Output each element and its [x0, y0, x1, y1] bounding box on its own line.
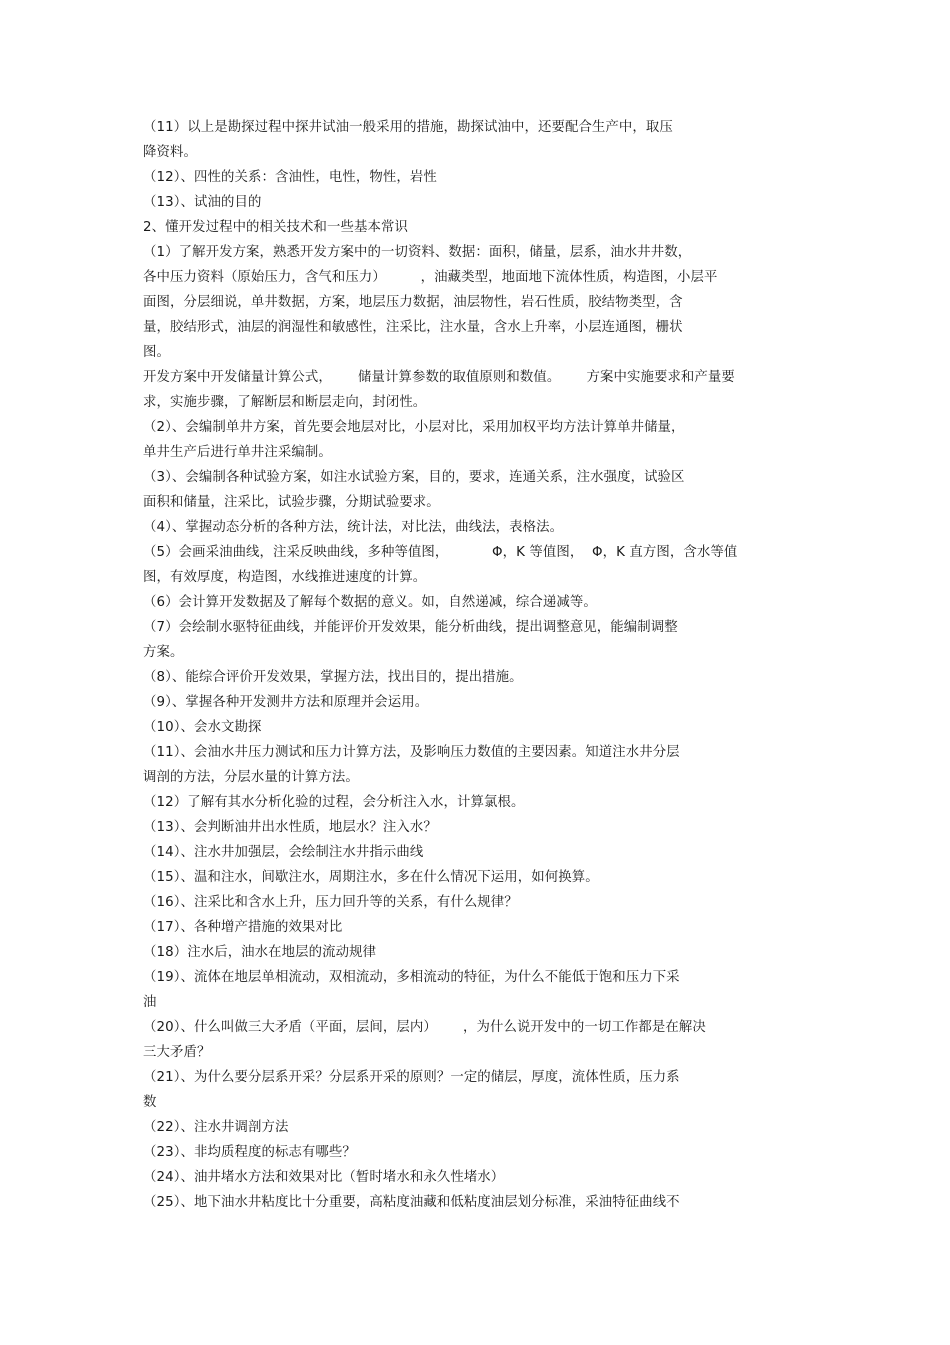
section-heading: 2、懂开发过程中的相关技术和一些基本常识 [143, 220, 408, 235]
text-line: 面图，分层细说，单井数据，方案，地层压力数据，油层物性，岩石性质，胶结物类型，含 [143, 295, 683, 310]
text-line: （13）、会判断油井出水性质，地层水？注入水？ [143, 820, 437, 835]
text-line: 面积和储量，注采比，试验步骤，分期试验要求。 [143, 495, 440, 510]
text-line: （20）、什么叫做三大矛盾（平面，层间，层内） ，为什么说开发中的一切工作都是在解决 [143, 1020, 706, 1035]
text-line: （11）以上是勘探过程中探井试油一般采用的措施，勘探试油中，还要配合生产中，取压 [143, 120, 673, 135]
document-body [143, 115, 803, 1215]
text-line: 方案。 [143, 645, 184, 660]
text-line: 开发方案中开发储量计算公式， 储量计算参数的取值原则和数值。 方案中实施要求和产量要 [143, 370, 735, 385]
text-line: 各中压力资料（原始压力，含气和压力） ，油藏类型，地面地下流体性质，构造图，小层平 [143, 270, 718, 285]
text-line: （4）、掌握动态分析的各种方法，统计法，对比法，曲线法，表格法。 [143, 520, 564, 535]
text-line: 单井生产后进行单井注采编制。 [143, 445, 332, 460]
text-line: （5）会画采油曲线，注采反映曲线，多种等值图， Φ，K 等值图， Φ，K 直方图，含水等值 [143, 545, 738, 560]
text-line: （24）、油井堵水方法和效果对比（暂时堵水和永久性堵水） [143, 1170, 505, 1185]
text-line: （25）、地下油水井粘度比十分重要，高粘度油藏和低粘度油层划分标准，采油特征曲线不 [143, 1195, 680, 1210]
text-line: （6）会计算开发数据及了解每个数据的意义。如，自然递减，综合递减等。 [143, 595, 597, 610]
text-line: 降资料。 [143, 145, 197, 160]
text-line: （23）、非均质程度的标志有哪些？ [143, 1145, 356, 1160]
text-line: 调剖的方法，分层水量的计算方法。 [143, 770, 359, 785]
text-line: （10）、会水文勘探 [143, 720, 262, 735]
text-line: （21）、为什么要分层系开采？分层系开采的原则？一定的储层，厚度，流体性质，压力系 [143, 1070, 680, 1085]
text-line: （3）、会编制各种试验方案，如注水试验方案，目的，要求，连通关系，注水强度，试验区 [143, 470, 685, 485]
text-line: 求，实施步骤，了解断层和断层走向，封闭性。 [143, 395, 427, 410]
text-line: （11）、会油水井压力测试和压力计算方法，及影响压力数值的主要因素。知道注水井分层 [143, 745, 680, 760]
text-line: （1）了解开发方案，熟悉开发方案中的一切资料、数据：面积，储量，层系，油水井井数， [143, 245, 692, 260]
text-line: 油 [143, 995, 157, 1010]
text-line: （22）、注水井调剖方法 [143, 1120, 289, 1135]
text-line: 三大矛盾？ [143, 1045, 211, 1060]
text-line: （9）、掌握各种开发测井方法和原理并会运用。 [143, 695, 429, 710]
text-line: 数 [143, 1095, 157, 1110]
text-line: 量，胶结形式，油层的润湿性和敏感性，注采比，注水量，含水上升率，小层连通图，栅状 [143, 320, 683, 335]
text-line: （19）、流体在地层单相流动，双相流动，多相流动的特征，为什么不能低于饱和压力下采 [143, 970, 680, 985]
text-line: （13）、试油的目的 [143, 195, 262, 210]
text-line: （18）注水后，油水在地层的流动规律 [143, 945, 377, 960]
text-line: 图，有效厚度，构造图，水线推进速度的计算。 [143, 570, 427, 585]
text-line: 图。 [143, 345, 170, 360]
text-line: （12）了解有其水分析化验的过程，会分析注入水，计算氯根。 [143, 795, 525, 810]
text-line: （16）、注采比和含水上升，压力回升等的关系，有什么规律？ [143, 895, 518, 910]
text-line: （2）、会编制单井方案，首先要会地层对比，小层对比，采用加权平均方法计算单井储量， [143, 420, 685, 435]
text-line: （8）、能综合评价开发效果，掌握方法，找出目的，提出措施。 [143, 670, 523, 685]
text-line: （12）、四性的关系：含油性，电性，物性，岩性 [143, 170, 437, 185]
text-line: （15）、温和注水，间歇注水，周期注水，多在什么情况下运用，如何换算。 [143, 870, 599, 885]
text-line: （14）、注水井加强层，会绘制注水井指示曲线 [143, 845, 424, 860]
text-line: （17）、各种增产措施的效果对比 [143, 920, 343, 935]
text-line: （7）会绘制水驱特征曲线，并能评价开发效果，能分析曲线，提出调整意见，能编制调整 [143, 620, 678, 635]
